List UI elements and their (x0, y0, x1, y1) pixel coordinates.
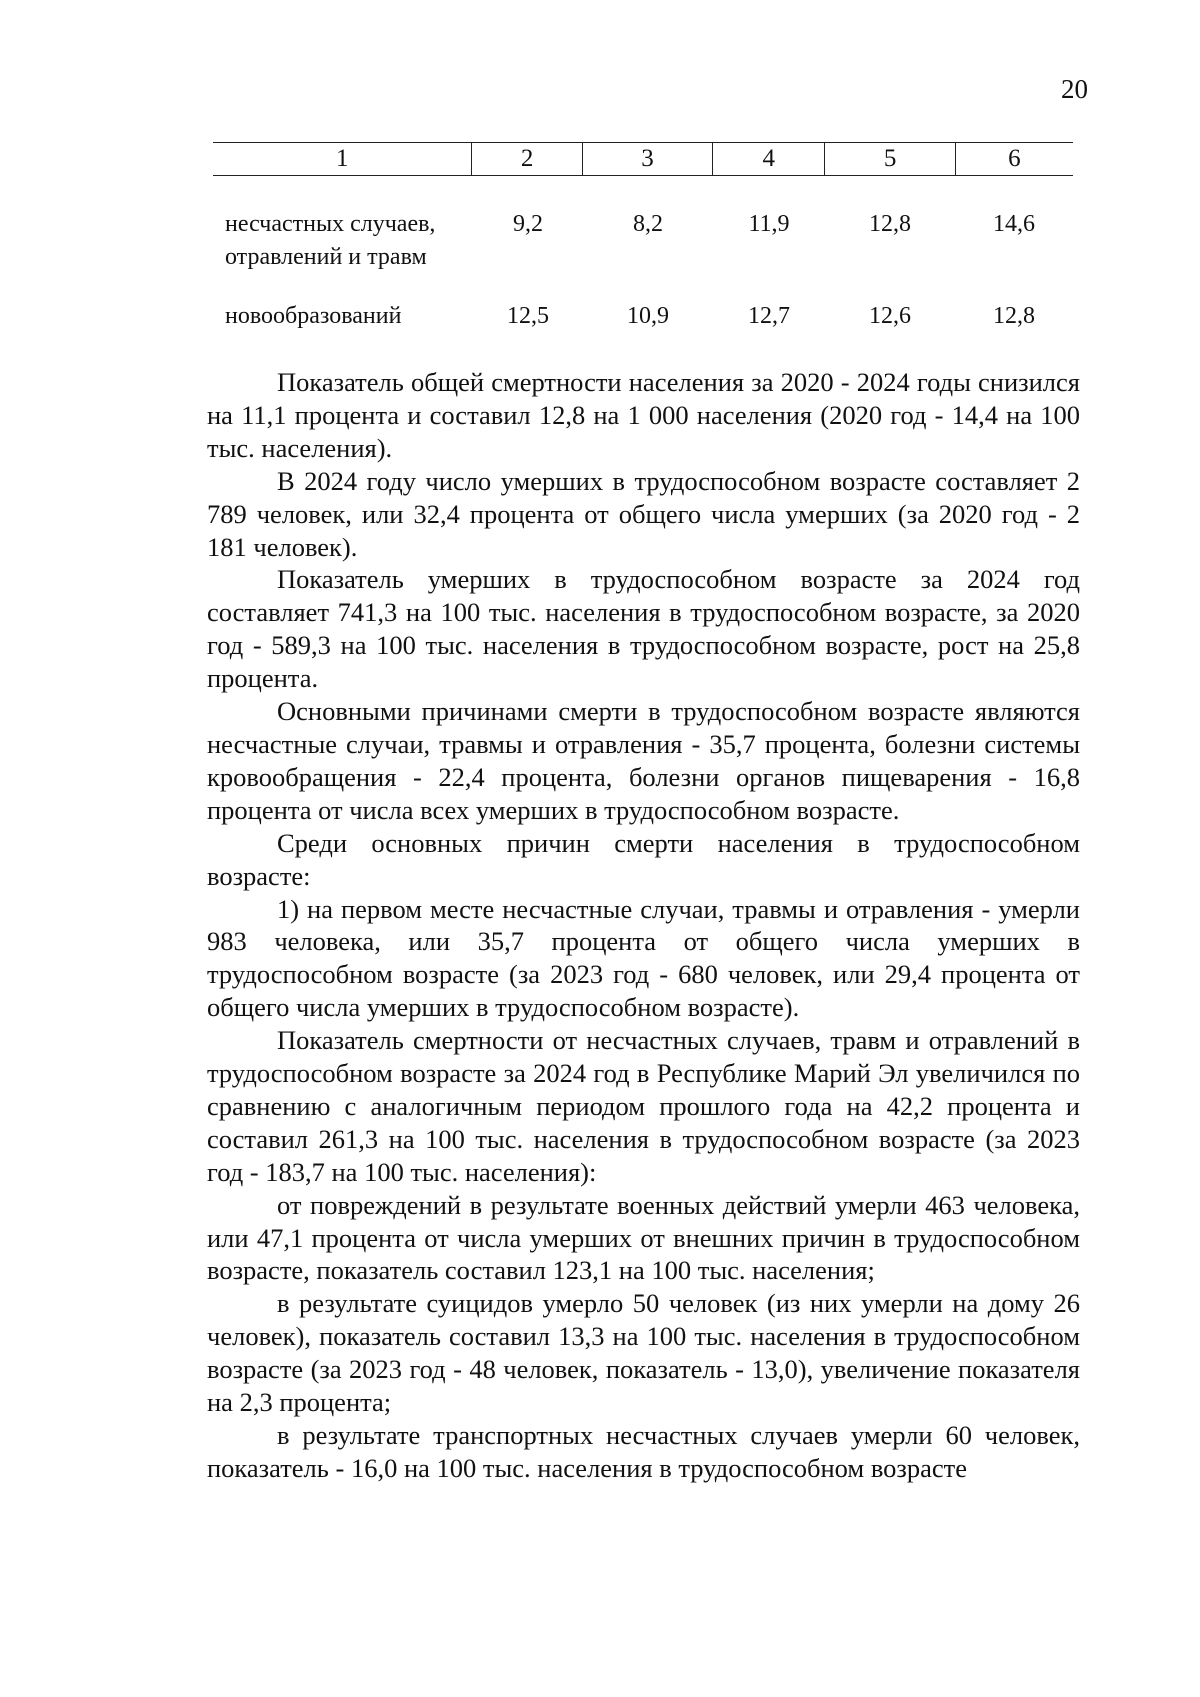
paragraph: в результате суицидов умерло 50 человек (из них умерли на дому 26 человек), показатель составил 13,3 на 100 тыс. населения в трудоспособном возрасте (за 2023 год - 48 человек, показатель - 13,0), увеличение показателя на 2,3 процента; (207, 1288, 1080, 1418)
body-text (207, 366, 1080, 1485)
paragraph: в результате транспортных несчастных случаев умерли 60 человек, показатель - 16,0 на 100 тыс. населения в трудоспособном возрасте (207, 1420, 1080, 1483)
paragraph: Показатель смертности от несчастных случаев, травм и отравлений в трудоспособном возрасте за 2024 год в Республике Марий Эл увеличился по сравнению с аналогичным периодом прошлого года на 42,2 процента и составил 261,3 на 100 тыс. населения в трудоспособном возрасте (за 2023 год - 183,7 на 100 тыс. населения): (207, 1025, 1080, 1187)
table-cell: 12,5 (507, 303, 549, 329)
table-header-cell: 3 (583, 143, 713, 175)
page-number: 20 (1061, 74, 1088, 104)
table-cell: 12,7 (748, 303, 790, 329)
table-cell: 8,2 (633, 211, 663, 237)
table-header-cell: 5 (825, 143, 955, 175)
table-cell: 12,8 (993, 303, 1035, 329)
table-row (213, 300, 1073, 333)
paragraph: В 2024 году число умерших в трудоспособном возрасте составляет 2 789 человек, или 32,4 процента от общего числа умерших (за 2020 год - 2 181 человек). (207, 465, 1080, 562)
table-header-cell: 2 (472, 143, 582, 175)
row-label: несчастных случаев, отравлений и травм (225, 211, 436, 270)
paragraph: Основными причинами смерти в трудоспособном возрасте являются несчастные случаи, травмы и отравления - 35,7 процента, болезни системы кровообращения - 22,4 процента, болезни органов пищеварения - 16,8 процента от числа всех умерших в трудоспособном возрасте. (207, 696, 1080, 825)
table-cell: 11,9 (748, 211, 790, 237)
table-header-cell: 6 (1008, 145, 1021, 172)
table-cell: 9,2 (513, 211, 543, 237)
paragraph: от повреждений в результате военных действий умерли 463 человека, или 47,1 процента от числа умерших от внешних причин в трудоспособном возрасте, показатель составил 123,1 на 100 тыс. населения; (207, 1189, 1080, 1286)
table-cell: 12,8 (869, 211, 911, 237)
table-cell: 10,9 (627, 303, 669, 329)
table-cell: 14,6 (993, 211, 1035, 237)
paragraph: Показатель умерших в трудоспособном возрасте за 2024 год составляет 741,3 на 100 тыс. населения в трудоспособном возрасте, за 2020 год - 589,3 на 100 тыс. населения в трудоспособном возрасте, рост на 25,8 процента. (207, 564, 1080, 694)
table-body (213, 208, 1073, 359)
paragraph: Показатель общей смертности населения за 2020 - 2024 годы снизился на 11,1 процента и составил 12,8 на 1 000 населения (2020 год - 14,4 на 100 тыс. населения). (207, 367, 1080, 463)
table-cell: 12,6 (869, 303, 911, 329)
table-header-cell: 1 (213, 143, 472, 175)
row-label: новообразований (225, 303, 402, 329)
list-item: 1) на первом месте несчастные случаи, травмы и отравления - умерли 983 человека, или 35,7 процента от общего числа умерших в трудоспособном возрасте (за 2023 год - 680 человек, или 29,4 процента от общего числа умерших в трудоспособном возрасте). (207, 893, 1080, 1023)
table-header-row (213, 142, 1073, 176)
table-header-cell: 4 (713, 143, 825, 175)
paragraph: Среди основных причин смерти населения в трудоспособном возрасте: (207, 827, 1080, 891)
table-row (213, 208, 1073, 274)
